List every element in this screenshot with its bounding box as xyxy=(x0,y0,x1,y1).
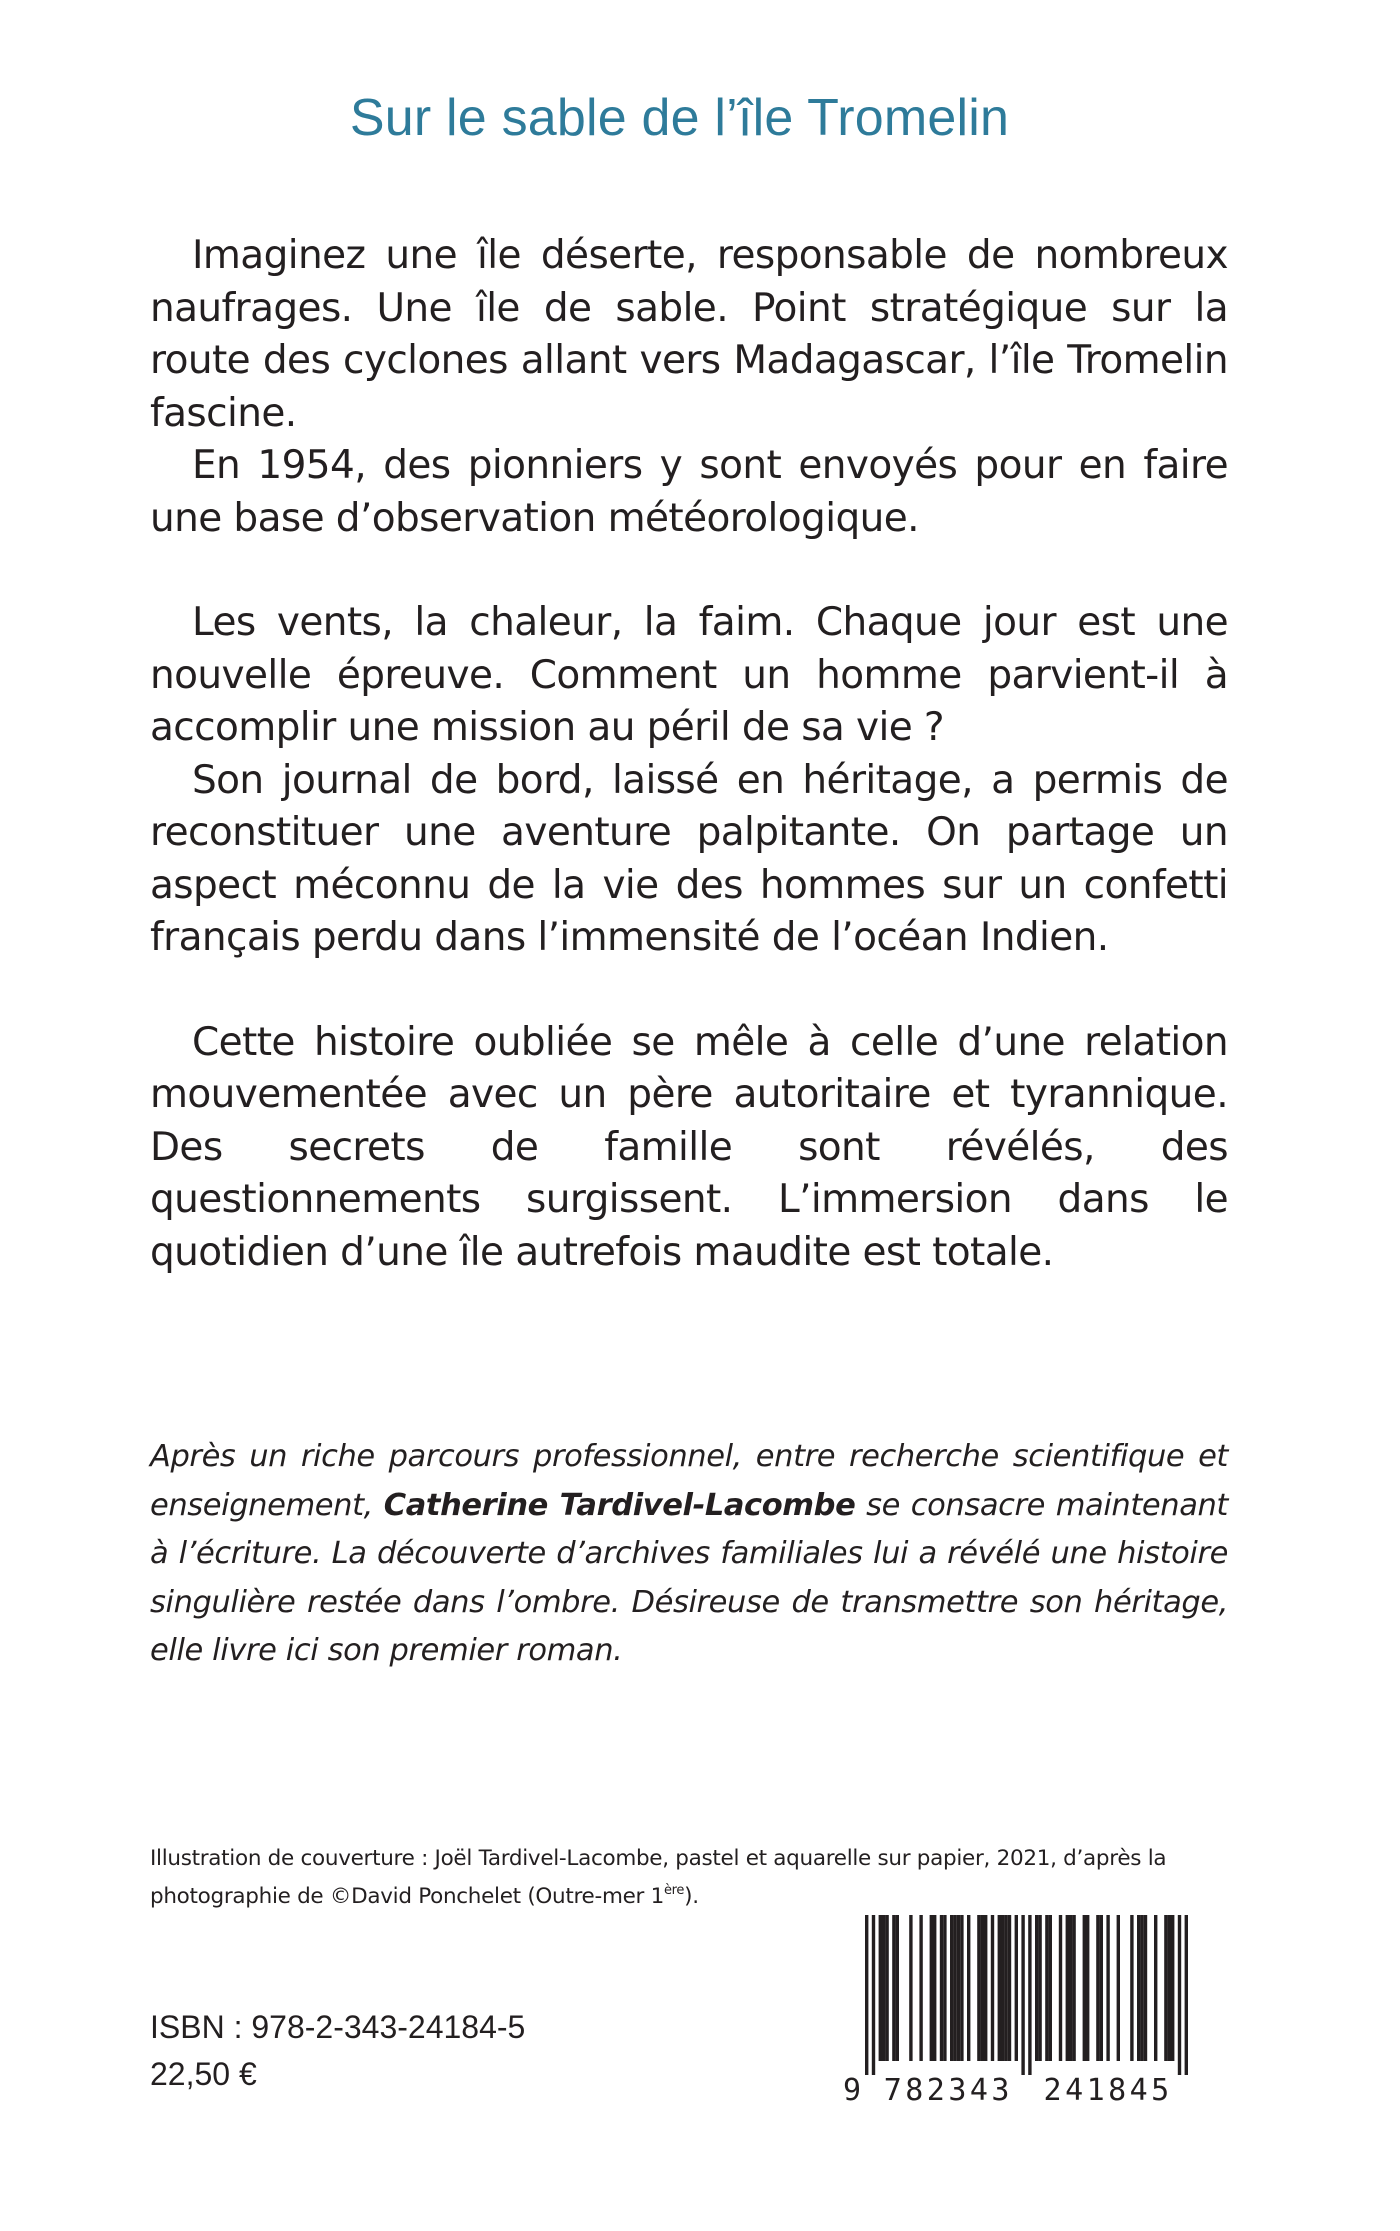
paragraph-spacer xyxy=(150,545,1228,597)
barcode-digits: 782343 xyxy=(883,2073,1010,2107)
isbn: ISBN : 978-2-343-24184-5 xyxy=(150,2009,526,2045)
barcode-bar xyxy=(1178,1915,1181,2075)
barcode-bar xyxy=(1059,1915,1062,2061)
barcode-bar xyxy=(885,1915,888,2061)
barcode-bar xyxy=(991,1915,994,2061)
barcode-bar xyxy=(960,1915,963,2061)
barcode-bar xyxy=(1021,1915,1024,2075)
barcode-bar xyxy=(1049,1915,1052,2061)
barcode-bar xyxy=(909,1915,912,2061)
barcode-bar xyxy=(957,1915,960,2061)
barcode-bar xyxy=(1164,1915,1167,2061)
barcode-bar xyxy=(930,1915,933,2061)
barcode-digits: 9 xyxy=(842,2073,861,2107)
barcode-bar xyxy=(1008,1915,1011,2061)
barcode-bar xyxy=(977,1915,980,2061)
barcode-bar xyxy=(1001,1915,1004,2061)
blurb-paragraph: Cette histoire oubliée se mêle à celle d’une relation mouvementée avec un père autoritaire et tyrannique. Des secrets de famille sont révélés, des questionnements surgissent. L’immersion dans le quotidien d’une île autrefois maudite est totale. xyxy=(150,1019,1228,1275)
barcode-bar xyxy=(1096,1915,1099,2061)
barcode-bar xyxy=(1004,1915,1007,2061)
author-bio-rest: se consacre maintenant à l’écriture. La découverte d’archives familiales lui a révélé une histoire singulière restée dans l’ombre. Désireuse de transmettre son héritage, elle livre ici son premier roman. xyxy=(150,1487,1228,1668)
barcode-bar xyxy=(998,1915,1001,2061)
barcode-bar xyxy=(872,1915,875,2075)
barcode-bar xyxy=(940,1915,943,2061)
blurb-paragraph: Imaginez une île déserte, responsable de nombreux naufrages. Une île de sable. Point stratégique sur la route des cyclones allant vers Madagascar, l’île Tromelin fascine. xyxy=(150,233,1228,436)
barcode-bar xyxy=(950,1915,953,2061)
barcode-bar xyxy=(1117,1915,1120,2061)
barcode-bar xyxy=(1137,1915,1140,2061)
author-bio-intro: Après un riche parcours professionnel, entre recherche scientifique et enseignement, xyxy=(150,1439,1228,1523)
back-cover-blurb xyxy=(150,230,1228,1279)
barcode-bar xyxy=(1066,1915,1069,2061)
barcode-bar xyxy=(1015,1915,1018,2061)
barcode-bar xyxy=(1072,1915,1075,2061)
barcode-bar xyxy=(892,1915,895,2061)
barcode-bar xyxy=(967,1915,970,2061)
credit-superscript: ère xyxy=(663,1883,685,1898)
barcode-bar xyxy=(1069,1915,1072,2061)
barcode-bar xyxy=(984,1915,987,2061)
barcode-bar xyxy=(1038,1915,1041,2061)
barcode-bar xyxy=(1045,1915,1048,2061)
barcode-bar xyxy=(1100,1915,1103,2061)
blurb-paragraph: En 1954, des pionniers y sont envoyés pour en faire une base d’observation météorologique. xyxy=(150,443,1228,541)
blurb-paragraph: Son journal de bord, laissé en héritage, a permis de reconstituer une aventure palpitante. On partage un aspect méconnu de la vie des hommes sur un confetti français perdu dans l’immensité de l’océan Indien. xyxy=(150,757,1228,960)
barcode-bar xyxy=(981,1915,984,2061)
barcode-bar xyxy=(1140,1915,1143,2061)
barcode-digits: 241845 xyxy=(1043,2073,1170,2107)
barcode-bar xyxy=(1144,1915,1147,2061)
barcode-bar xyxy=(943,1915,946,2061)
barcode-bar xyxy=(1154,1915,1157,2061)
barcode-bar xyxy=(1086,1915,1089,2061)
credit-text: Illustration de couverture : Joël Tardivel-Lacombe, pastel et aquarelle sur papier, 2021, d’après la photographie de ©David Ponchelet (Outre-mer 1 xyxy=(150,1846,1167,1909)
blurb-paragraph: Les vents, la chaleur, la faim. Chaque jour est une nouvelle épreuve. Comment un homme parvient-il à accomplir une mission au péril de sa vie ? xyxy=(150,600,1228,750)
barcode-bar xyxy=(919,1915,922,2061)
barcode-bar xyxy=(1106,1915,1109,2061)
barcode-bar xyxy=(1083,1915,1086,2061)
barcode-bar xyxy=(933,1915,936,2061)
barcode-bar xyxy=(879,1915,882,2061)
barcode-bar xyxy=(865,1915,868,2075)
ean13-barcode xyxy=(835,1915,1233,2107)
author-bio xyxy=(150,1433,1228,1676)
barcode-bar xyxy=(1171,1915,1174,2061)
barcode-bar xyxy=(1168,1915,1171,2061)
barcode-bar xyxy=(896,1915,899,2061)
barcode-bar xyxy=(882,1915,885,2061)
book-title: Sur le sable de l’île Tromelin xyxy=(349,89,1010,147)
paragraph-spacer xyxy=(150,965,1228,1017)
barcode-bar xyxy=(1130,1915,1133,2061)
barcode-bar xyxy=(1185,1915,1188,2075)
price: 22,50 € xyxy=(150,2056,257,2092)
barcode-bar xyxy=(1035,1915,1038,2061)
credit-closing: ). xyxy=(684,1884,699,1909)
cover-illustration-credit xyxy=(150,1840,1260,1916)
barcode-bar xyxy=(953,1915,956,2061)
author-name: Catherine Tardivel-Lacombe xyxy=(383,1487,856,1523)
barcode-bar xyxy=(1028,1915,1031,2075)
